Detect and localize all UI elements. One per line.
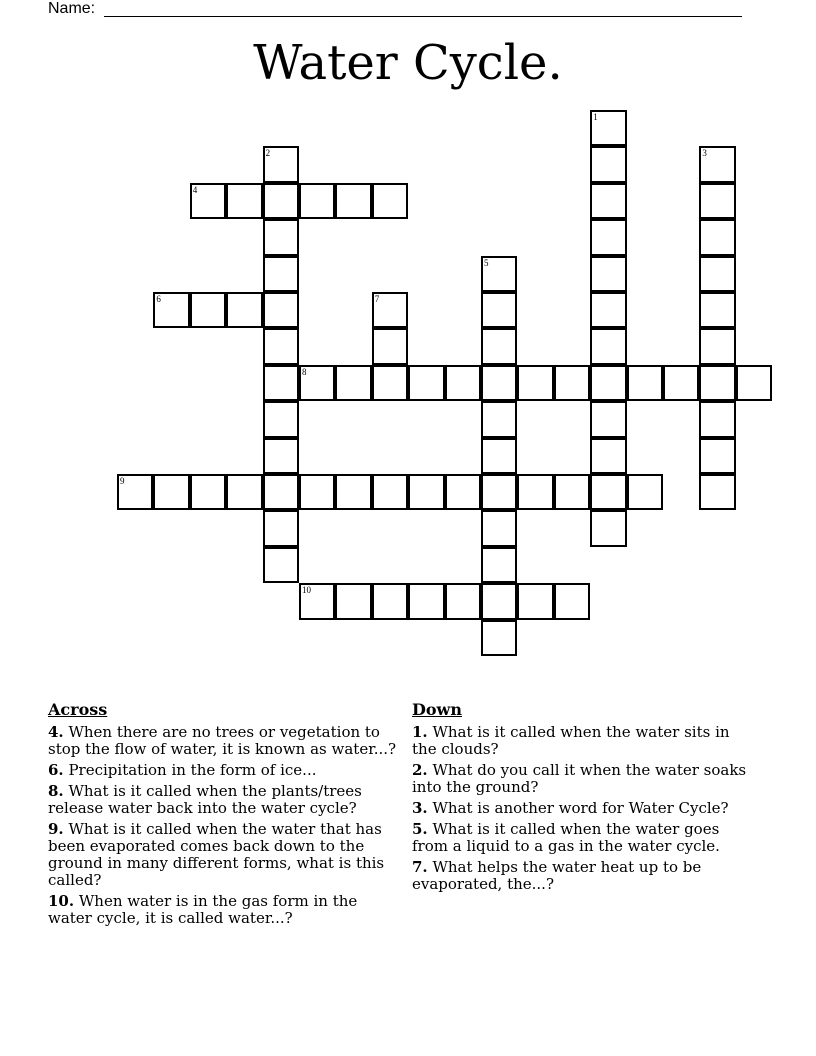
grid-cell[interactable] — [590, 219, 626, 255]
grid-cell[interactable] — [299, 365, 335, 401]
clue-number: 8. — [48, 782, 64, 800]
grid-cell[interactable] — [372, 183, 408, 219]
cell-number: 5 — [484, 257, 489, 268]
grid-cell[interactable] — [226, 474, 262, 510]
grid-cell[interactable] — [226, 292, 262, 328]
grid-cell[interactable] — [481, 583, 517, 619]
grid-cell[interactable] — [263, 510, 299, 546]
clue-number: 7. — [412, 858, 428, 876]
grid-cell[interactable] — [590, 328, 626, 364]
grid-cell[interactable] — [190, 474, 226, 510]
clue-text: What is another word for Water Cycle? — [432, 799, 729, 817]
grid-cell[interactable] — [335, 583, 371, 619]
clue-number: 1. — [412, 723, 428, 741]
grid-cell[interactable] — [372, 474, 408, 510]
grid-cell[interactable] — [445, 583, 481, 619]
across-heading: Across — [48, 700, 108, 719]
clue-text: What helps the water heat up to be evaporated, the...? — [412, 858, 702, 893]
grid-cell[interactable] — [372, 365, 408, 401]
grid-cell[interactable] — [335, 474, 371, 510]
grid-cell[interactable] — [263, 256, 299, 292]
grid-cell[interactable] — [699, 146, 735, 182]
grid-cell[interactable] — [263, 365, 299, 401]
clue-number: 2. — [412, 761, 428, 779]
cell-number: 2 — [265, 148, 271, 159]
grid-cell[interactable] — [481, 547, 517, 583]
clue-down-3 — [412, 800, 758, 817]
clue-down-7 — [412, 859, 758, 893]
grid-cell[interactable] — [153, 292, 189, 328]
grid-cell[interactable] — [699, 219, 735, 255]
grid-cell[interactable] — [590, 292, 626, 328]
grid-cell[interactable] — [481, 438, 517, 474]
grid-cell[interactable] — [517, 474, 553, 510]
cell-number: 3 — [702, 148, 707, 159]
grid-cell[interactable] — [590, 401, 626, 437]
grid-cell[interactable] — [263, 547, 299, 583]
clue-text: What do you call it when the water soaks into the ground? — [412, 761, 747, 796]
grid-cell[interactable] — [517, 365, 553, 401]
grid-cell[interactable] — [445, 474, 481, 510]
grid-cell[interactable] — [699, 292, 735, 328]
clue-number: 3. — [412, 799, 428, 817]
grid-cell[interactable] — [590, 474, 626, 510]
grid-cell[interactable] — [372, 583, 408, 619]
grid-cell[interactable] — [190, 292, 226, 328]
grid-cell[interactable] — [627, 474, 663, 510]
clue-text: When there are no trees or vegetation to stop the flow of water, it is known as water...? — [48, 723, 397, 758]
grid-cell[interactable] — [554, 474, 590, 510]
clue-down-5 — [412, 821, 758, 855]
name-label: Name: — [48, 0, 96, 17]
grid-cell[interactable] — [263, 328, 299, 364]
grid-cell[interactable] — [590, 256, 626, 292]
page-title: Water Cycle. — [253, 35, 563, 91]
grid-cell[interactable] — [481, 328, 517, 364]
clue-number: 5. — [412, 820, 428, 838]
grid-cell[interactable] — [699, 183, 735, 219]
cell-number: 6 — [156, 294, 161, 304]
grid-cell[interactable] — [299, 474, 335, 510]
grid-cell[interactable] — [590, 110, 626, 146]
grid-cell[interactable] — [263, 474, 299, 510]
clue-number: 9. — [48, 820, 64, 838]
grid-cell[interactable] — [590, 510, 626, 546]
grid-cell[interactable] — [663, 365, 699, 401]
grid-cell[interactable] — [590, 438, 626, 474]
cell-number: 1 — [593, 112, 598, 122]
clue-number: 6. — [48, 761, 64, 779]
clue-number: 10. — [48, 892, 75, 910]
grid-cell[interactable] — [481, 401, 517, 437]
grid-cell[interactable] — [263, 219, 299, 255]
cell-number: 9 — [120, 476, 125, 486]
grid-cell[interactable] — [481, 620, 517, 656]
grid-cell[interactable] — [554, 583, 590, 619]
grid-cell[interactable] — [554, 365, 590, 401]
down-clues — [412, 700, 758, 897]
clue-across-9 — [48, 821, 400, 889]
clue-text: Precipitation in the form of ice... — [68, 761, 317, 779]
grid-cell[interactable] — [481, 365, 517, 401]
grid-cell[interactable] — [699, 401, 735, 437]
grid-cell[interactable] — [117, 474, 153, 510]
grid-cell[interactable] — [699, 438, 735, 474]
grid-cell[interactable] — [299, 183, 335, 219]
grid-cell[interactable] — [372, 292, 408, 328]
cell-number: 8 — [302, 366, 307, 377]
clue-across-4 — [48, 724, 400, 758]
clue-across-6 — [48, 762, 400, 779]
clue-text: What is it called when the water that has been evaporated comes back down to the ground in many different forms, what is this called? — [48, 820, 385, 889]
cell-number: 10 — [302, 585, 311, 596]
grid-cell[interactable] — [699, 474, 735, 510]
grid-cell[interactable] — [263, 438, 299, 474]
grid-cell[interactable] — [699, 365, 735, 401]
clue-text: When water is in the gas form in the water cycle, it is called water...? — [48, 892, 358, 927]
grid-cell[interactable] — [263, 401, 299, 437]
grid-cell[interactable] — [153, 474, 189, 510]
grid-cell[interactable] — [263, 146, 299, 182]
grid-cell[interactable] — [590, 146, 626, 182]
grid-cell[interactable] — [299, 583, 335, 619]
clue-down-1 — [412, 724, 758, 758]
down-heading: Down — [412, 700, 462, 719]
grid-cell[interactable] — [190, 183, 226, 219]
cell-number: 4 — [192, 184, 198, 195]
grid-cell[interactable] — [372, 328, 408, 364]
across-clues — [48, 700, 400, 931]
grid-cell[interactable] — [590, 183, 626, 219]
grid-cell[interactable] — [481, 474, 517, 510]
clue-down-2 — [412, 762, 758, 796]
clue-text: What is it called when the plants/trees release water back into the water cycle? — [48, 782, 362, 817]
grid-cell[interactable] — [590, 365, 626, 401]
grid-cell[interactable] — [335, 183, 371, 219]
grid-cell[interactable] — [481, 292, 517, 328]
grid-cell[interactable] — [263, 183, 299, 219]
clue-across-10 — [48, 893, 400, 927]
clue-across-8 — [48, 783, 400, 817]
grid-cell[interactable] — [408, 365, 444, 401]
grid-cell[interactable] — [335, 365, 371, 401]
grid-cell[interactable] — [226, 183, 262, 219]
grid-cell[interactable] — [699, 328, 735, 364]
grid-cell[interactable] — [481, 256, 517, 292]
clue-number: 4. — [48, 723, 64, 741]
grid-cell[interactable] — [408, 583, 444, 619]
grid-cell[interactable] — [408, 474, 444, 510]
grid-cell[interactable] — [481, 510, 517, 546]
clue-text: What is it called when the water sits in the clouds? — [412, 723, 730, 758]
cell-number: 7 — [374, 294, 380, 304]
grid-cell[interactable] — [263, 292, 299, 328]
grid-cell[interactable] — [736, 365, 772, 401]
grid-cell[interactable] — [517, 583, 553, 619]
grid-cell[interactable] — [627, 365, 663, 401]
clue-text: What is it called when the water goes from a liquid to a gas in the water cycle. — [412, 820, 720, 855]
grid-cell[interactable] — [445, 365, 481, 401]
grid-cell[interactable] — [699, 256, 735, 292]
